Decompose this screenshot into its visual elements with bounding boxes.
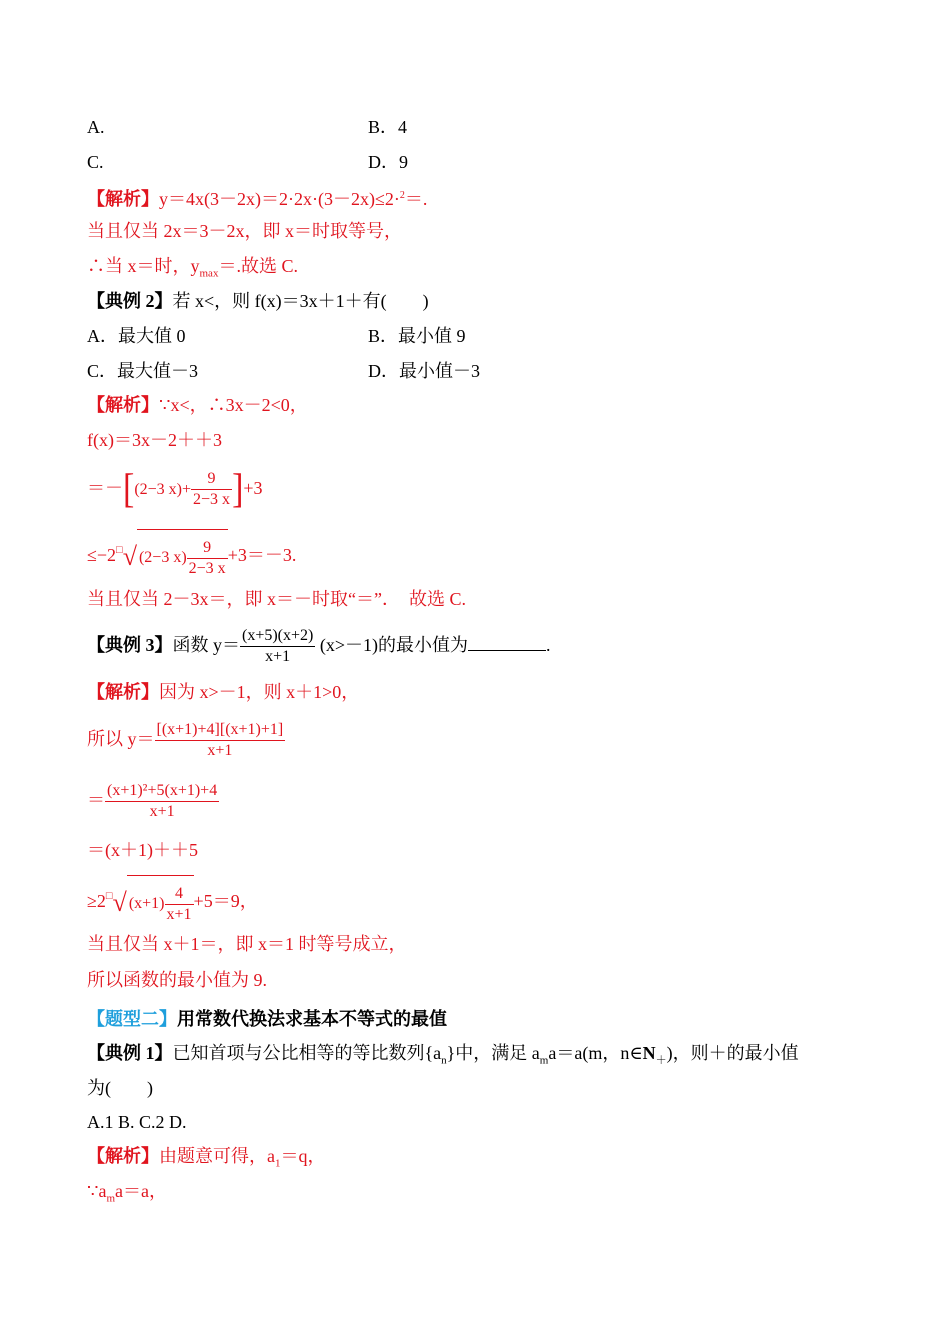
text: 已知首项与公比相等的等比数列{a [172, 1043, 442, 1063]
bracket-open: [ [123, 467, 135, 512]
question-text: (x>－1)的最小值为 [319, 635, 468, 655]
subscript: max [199, 267, 219, 280]
solution-text: y＝4x(3－2x)＝2·2x·(3－2x)≤2· [159, 189, 400, 209]
natural-numbers-symbol: N [642, 1043, 656, 1063]
example-3-question [87, 622, 551, 668]
solution-3-formula-2 [87, 777, 219, 823]
text: ≥2 [87, 891, 106, 911]
radicand [127, 875, 194, 930]
text: +3 [243, 478, 263, 498]
fraction [165, 884, 194, 925]
fraction [105, 781, 219, 822]
solution-text: 因为 x>－1，则 x＋1>0， [159, 682, 360, 702]
solution-3-line-6: 当且仅当 x＋1＝，即 x＝1 时等号成立， [87, 934, 407, 954]
solution-tag: 【解析】 [87, 189, 159, 209]
option-d: D．最小值－3 [368, 361, 480, 381]
question-text: 函数 y＝ [172, 635, 240, 655]
option-d: D．9 [368, 152, 408, 172]
fraction [187, 538, 228, 579]
solution-2-formula-2 [87, 524, 296, 584]
text: a＝a， [115, 1181, 167, 1201]
solution-1-line-2: 当且仅当 2x＝3－2x，即 x＝时取等号， [87, 221, 402, 241]
text: ∴当 x＝时，y [87, 256, 200, 276]
solution-1-line-1 [87, 184, 427, 211]
solution-text-end: ＝. [404, 189, 428, 209]
text: ＝q， [280, 1146, 326, 1166]
example-1-options: A.1 B. C.2 D. [87, 1112, 187, 1132]
solution-3-line-1 [87, 680, 359, 704]
denominator: x+1 [166, 905, 192, 923]
solution-4-line-1 [87, 1144, 326, 1176]
option-a: A. [87, 117, 105, 137]
subscript: m [106, 1192, 116, 1205]
radical-sign-icon: √ [122, 541, 137, 571]
question-text: 若 x<，则 f(x)＝3x＋1＋有( ) [172, 291, 429, 311]
text: +3＝－3. [227, 545, 297, 565]
example-tag: 【典例 2】 [87, 291, 173, 311]
text: . [546, 635, 551, 655]
numerator: (x+1)²+5(x+1)+4 [105, 781, 219, 802]
answer-blank [468, 634, 546, 651]
solution-1-line-3 [87, 254, 298, 286]
text: a＝a(m，n∈ [548, 1043, 643, 1063]
denominator: 2−3 x [188, 559, 226, 577]
solution-tag: 【解析】 [87, 395, 159, 415]
solution-text: 由题意可得，a [159, 1146, 275, 1166]
text: ＝ [87, 790, 105, 810]
text: +5＝9， [193, 891, 258, 911]
text: (2−3 x)+ [134, 481, 192, 498]
option-b: B．4 [368, 117, 408, 137]
denominator: x+1 [207, 742, 233, 760]
superscript: 2 [399, 190, 405, 201]
solution-2-line-1 [87, 393, 308, 417]
solution-4-line-2 [87, 1179, 167, 1211]
numerator: 9 [191, 469, 232, 490]
subscript: m [539, 1054, 549, 1067]
option-b: B．最小值 9 [368, 326, 466, 346]
solution-2-formula-1 [87, 462, 263, 516]
solution-tag: 【解析】 [87, 1146, 159, 1166]
text: 所以 y＝ [87, 729, 155, 749]
solution-text: ∵x<，∴3x－2<0， [159, 395, 308, 415]
denominator: 2−3 x [193, 491, 231, 509]
numerator: (x+5)(x+2) [240, 626, 315, 647]
solution-3-line-7: 所以函数的最小值为 9. [87, 970, 267, 990]
text: ≤−2 [87, 545, 117, 565]
subscript: n [441, 1054, 447, 1067]
numerator: [(x+1)+4][(x+1)+1] [155, 720, 286, 741]
solution-3-formula-3 [87, 870, 258, 930]
solution-3-formula-1 [87, 716, 285, 762]
text: ∵a [87, 1181, 107, 1201]
section-heading [87, 1007, 447, 1031]
fraction [155, 720, 286, 761]
text: (2−3 x) [138, 549, 187, 567]
fraction [240, 626, 315, 667]
radicand [137, 529, 228, 584]
box-glyph: □ [116, 544, 123, 556]
option-a: A．最大值 0 [87, 326, 186, 346]
solution-tag: 【解析】 [87, 682, 159, 702]
denominator: x+1 [149, 803, 175, 821]
example-2-question [87, 289, 429, 313]
text: }中，满足 a [446, 1043, 540, 1063]
option-c: C．最大值－3 [87, 361, 199, 381]
solution-2-line-2: f(x)＝3x－2＋＋3 [87, 430, 222, 450]
section-tag: 【题型二】 [87, 1009, 177, 1029]
numerator: 4 [165, 884, 194, 905]
example-tag: 【典例 3】 [87, 635, 173, 655]
solution-3-line-4: ＝(x＋1)＋＋5 [87, 840, 198, 860]
text: )，则＋的最小值 [666, 1043, 799, 1063]
option-c: C. [87, 152, 104, 172]
bracket-close: ] [232, 467, 244, 512]
section-title: 用常数代换法求基本不等式的最值 [177, 1009, 447, 1029]
box-glyph: □ [105, 890, 113, 902]
example-1-question-line-1 [87, 1041, 799, 1073]
text: ＝.故选 C. [218, 256, 298, 276]
example-1-question-line-2: 为( ) [87, 1078, 153, 1098]
radical-sign-icon: √ [112, 887, 127, 917]
subscript: ＋ [655, 1054, 667, 1067]
example-tag: 【典例 1】 [87, 1043, 173, 1063]
text: (x+1) [128, 895, 165, 913]
text: ＝－ [87, 478, 123, 498]
numerator: 9 [187, 538, 228, 559]
subscript: 1 [275, 1157, 281, 1170]
solution-2-conclusion: 当且仅当 2－3x＝，即 x＝－时取“＝”． 故选 C. [87, 589, 466, 609]
denominator: x+1 [265, 648, 291, 666]
fraction [191, 469, 232, 510]
